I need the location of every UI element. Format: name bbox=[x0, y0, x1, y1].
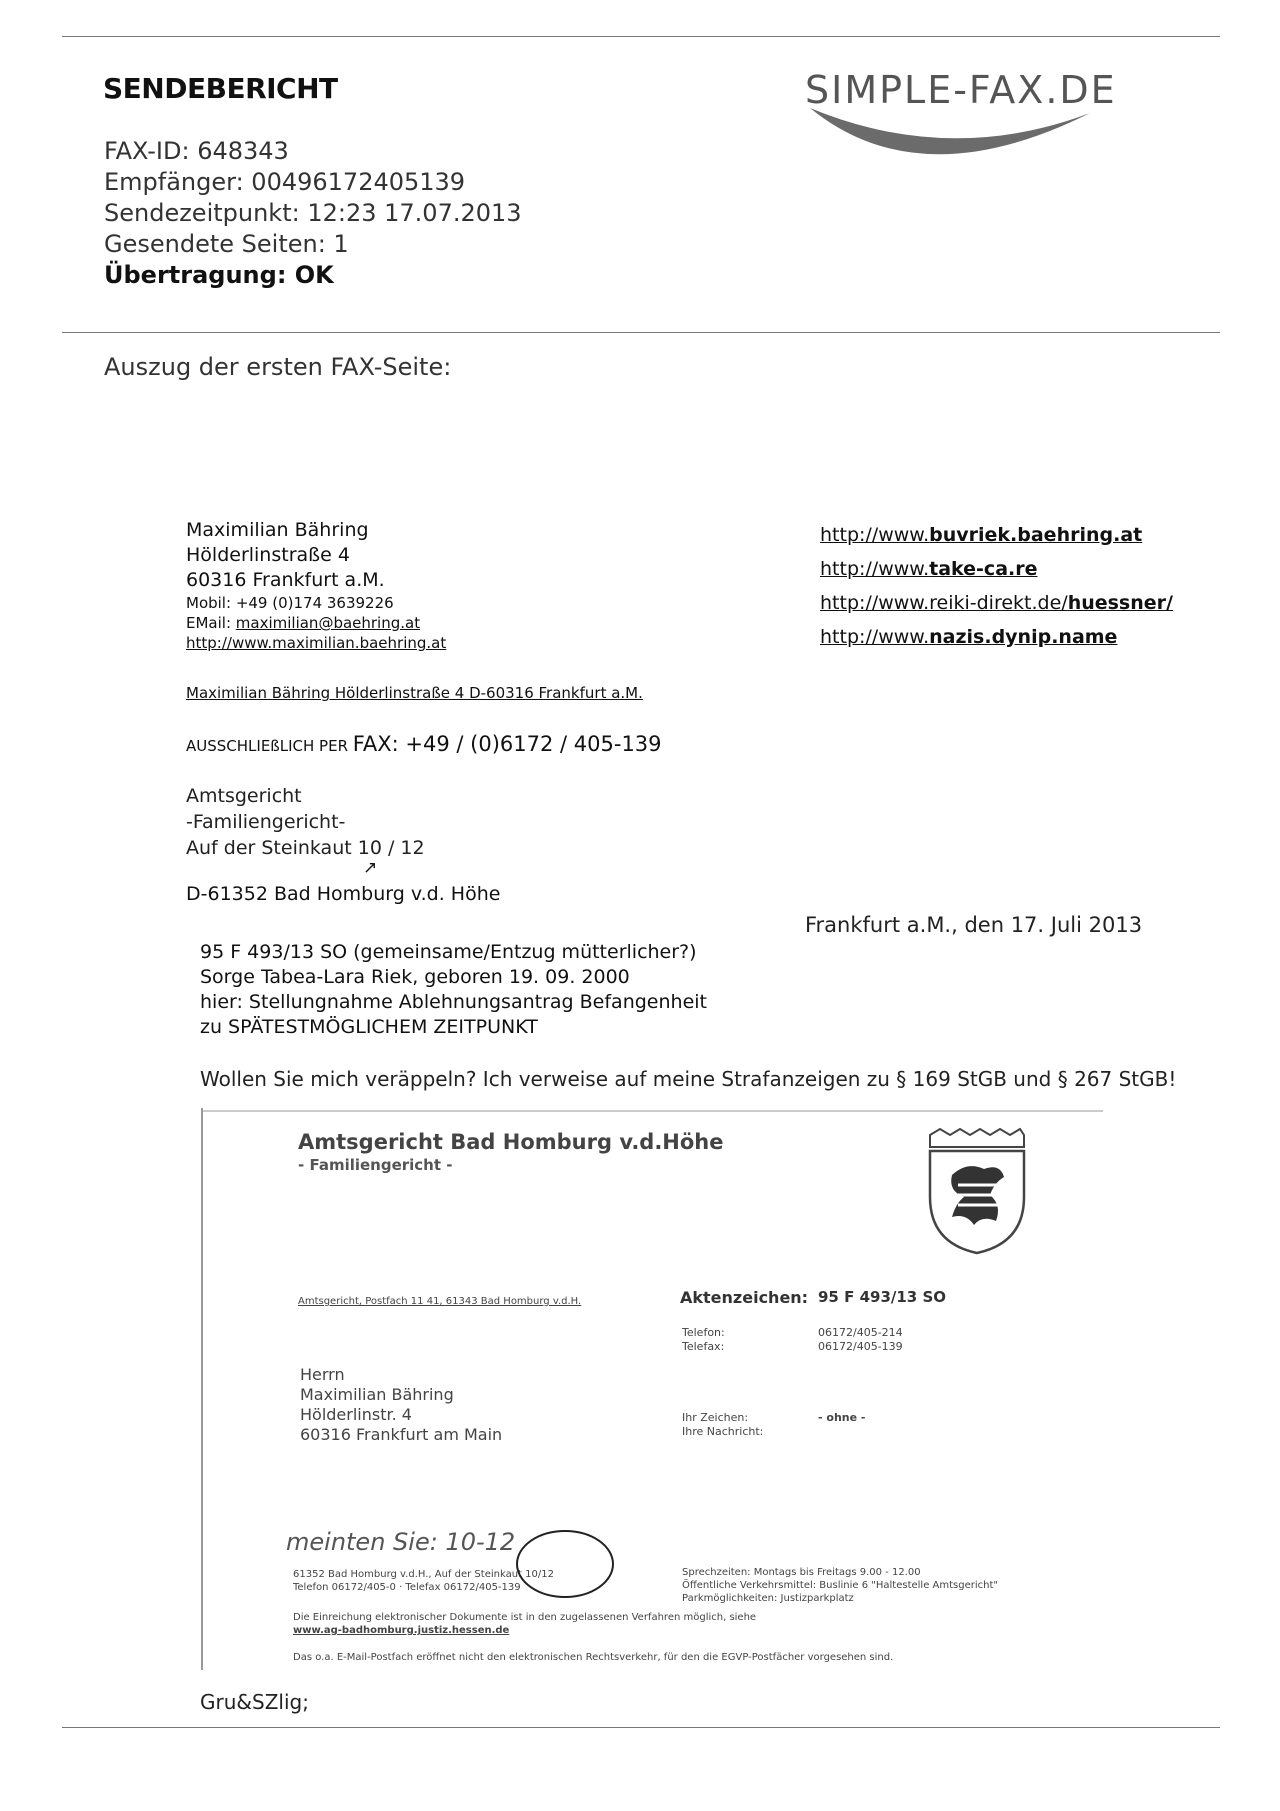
subject-line: Sorge Tabea-Lara Riek, geboren 19. 09. 2000 bbox=[200, 966, 630, 988]
footer-line: Sprechzeiten: Montags bis Freitags 9.00 - 12.00 bbox=[682, 1567, 921, 1578]
efile-notice bbox=[293, 1611, 756, 1637]
report-title: SENDEBERICHT bbox=[103, 72, 338, 105]
court-street: Auf der Steinkaut 10 / 12 bbox=[186, 837, 425, 859]
court-address bbox=[186, 783, 425, 861]
scan-left-edge bbox=[201, 1108, 203, 1670]
logo-text: SIMPLE-FAX.DE bbox=[805, 68, 1117, 112]
case-number-label: Aktenzeichen: bbox=[680, 1288, 809, 1307]
link-item[interactable] bbox=[820, 552, 1173, 586]
footer-line: Telefon 06172/405-0 · Telefax 06172/405-139 bbox=[293, 1582, 521, 1593]
court-footer-info bbox=[682, 1566, 998, 1605]
send-time: Sendezeitpunkt: 12:23 17.07.2013 bbox=[104, 199, 522, 227]
footer-line: Öffentliche Verkehrsmittel: Buslinie 6 "Haltestelle Amtsgericht" bbox=[682, 1580, 998, 1591]
reference-value: - ohne - bbox=[818, 1411, 866, 1424]
letter-date: Frankfurt a.M., den 17. Juli 2013 bbox=[805, 913, 1143, 937]
footer-line: Parkmöglichkeiten: Justizparkplatz bbox=[682, 1593, 854, 1604]
sender-block bbox=[186, 518, 446, 653]
transmission-status: Übertragung: OK bbox=[104, 261, 334, 289]
recipient-line: Hölderlinstr. 4 bbox=[300, 1405, 412, 1424]
court-letter-title: Amtsgericht Bad Homburg v.d.Höhe bbox=[298, 1130, 724, 1154]
court-department: -Familiengericht- bbox=[186, 811, 346, 833]
link-domain: take-ca.re bbox=[929, 558, 1038, 580]
link-domain: huessner/ bbox=[1067, 592, 1173, 614]
header-divider bbox=[62, 332, 1220, 333]
link-prefix: http://www. bbox=[820, 558, 930, 580]
link-item[interactable] bbox=[820, 518, 1173, 552]
subject-line: 95 F 493/13 SO (gemeinsame/Entzug mütterlicher?) bbox=[200, 941, 697, 963]
sender-mobile bbox=[186, 593, 446, 613]
excerpt-label: Auszug der ersten FAX-Seite: bbox=[104, 353, 452, 381]
efile-url[interactable]: www.ag-badhomburg.justiz.hessen.de bbox=[293, 1625, 510, 1636]
subject-block bbox=[200, 940, 707, 1040]
top-divider bbox=[62, 36, 1220, 37]
subject-line: hier: Stellungnahme Ablehnungsantrag Befangenheit bbox=[200, 991, 707, 1013]
recipient-line: 60316 Frankfurt am Main bbox=[300, 1425, 503, 1444]
email-link[interactable]: maximilian@baehring.at bbox=[235, 614, 421, 632]
fax-id: FAX-ID: 648343 bbox=[104, 137, 289, 165]
fax-delivery-line bbox=[186, 732, 662, 756]
subject-line: zu SPÄTESTMÖGLICHEM ZEITPUNKT bbox=[200, 1016, 538, 1038]
pages-sent: Gesendete Seiten: 1 bbox=[104, 230, 349, 258]
greeting: Gru&SZlig; bbox=[200, 1690, 309, 1714]
email-label: EMail: bbox=[186, 614, 231, 632]
telefon-value: 06172/405-214 bbox=[818, 1326, 903, 1339]
case-number-value: 95 F 493/13 SO bbox=[818, 1288, 947, 1306]
recipient-line: Herrn bbox=[300, 1365, 345, 1384]
telefax-label: Telefax: bbox=[682, 1340, 725, 1353]
link-list bbox=[820, 518, 1173, 654]
court-name: Amtsgericht bbox=[186, 785, 302, 807]
efile-text: Die Einreichung elektronischer Dokumente ist in den zugelassenen Verfahren möglich, siehe bbox=[293, 1612, 757, 1623]
reference-labels bbox=[682, 1411, 763, 1439]
scan-top-edge bbox=[203, 1110, 1103, 1112]
fax-number: FAX: +49 / (0)6172 / 405-139 bbox=[352, 732, 662, 756]
link-prefix: http://www. bbox=[820, 524, 930, 546]
link-item[interactable] bbox=[820, 586, 1173, 620]
sender-website[interactable]: http://www.maximilian.baehring.at bbox=[186, 634, 447, 652]
hessen-coat-of-arms-icon bbox=[922, 1125, 1032, 1255]
sender-name: Maximilian Bähring bbox=[186, 519, 369, 541]
sender-email bbox=[186, 613, 446, 633]
court-contact-values bbox=[818, 1326, 903, 1354]
court-letter-recipient bbox=[300, 1365, 502, 1445]
annotation-circle bbox=[513, 1528, 617, 1600]
telefax-value: 06172/405-139 bbox=[818, 1340, 903, 1353]
body-question: Wollen Sie mich veräppeln? Ich verweise auf meine Strafanzeigen zu § 169 StGB und § 267 StGB! bbox=[200, 1067, 1177, 1091]
simple-fax-logo bbox=[800, 58, 1215, 168]
mobile-number: +49 (0)174 3639226 bbox=[235, 594, 394, 612]
court-contact-labels bbox=[682, 1326, 725, 1354]
link-item[interactable] bbox=[820, 620, 1173, 654]
fax-prefix: AUSSCHLIEßLICH PER bbox=[186, 737, 353, 755]
link-prefix: http://www. bbox=[820, 626, 930, 648]
ihre-nachricht-label: Ihre Nachricht: bbox=[682, 1425, 764, 1438]
court-letter-subtitle: - Familiengericht - bbox=[298, 1156, 453, 1174]
mobile-label: Mobil: bbox=[186, 594, 232, 612]
link-prefix: http://www.reiki-direkt.de/ bbox=[820, 592, 1068, 614]
court-postfach: Amtsgericht, Postfach 11 41, 61343 Bad Homburg v.d.H. bbox=[298, 1296, 582, 1307]
telefon-label: Telefon: bbox=[682, 1326, 725, 1339]
sender-city: 60316 Frankfurt a.M. bbox=[186, 569, 385, 591]
bottom-divider bbox=[62, 1727, 1220, 1728]
link-domain: buvriek.baehring.at bbox=[929, 524, 1143, 546]
footer-line: 61352 Bad Homburg v.d.H., Auf der Steinkaut 10/12 bbox=[293, 1569, 554, 1580]
egvp-note: Das o.a. E-Mail-Postfach eröffnet nicht den elektronischen Rechtsverkehr, für den die EGVP-Postfächer vorgesehen sind. bbox=[293, 1652, 894, 1663]
report-details bbox=[104, 136, 522, 291]
ihr-zeichen-label: Ihr Zeichen: bbox=[682, 1411, 749, 1424]
arrow-icon: ↗ bbox=[363, 858, 378, 878]
recipient-number: Empfänger: 00496172405139 bbox=[104, 168, 466, 196]
sender-street: Hölderlinstraße 4 bbox=[186, 544, 350, 566]
link-domain: nazis.dynip.name bbox=[929, 626, 1118, 648]
handwritten-annotation: meinten Sie: 10-12 bbox=[286, 1528, 516, 1556]
logo-swoosh bbox=[810, 108, 1090, 154]
court-city: D-61352 Bad Homburg v.d. Höhe bbox=[186, 883, 501, 905]
recipient-line: Maximilian Bähring bbox=[300, 1385, 454, 1404]
return-address-line: Maximilian Bähring Hölderlinstraße 4 D-60316 Frankfurt a.M. bbox=[186, 684, 643, 702]
